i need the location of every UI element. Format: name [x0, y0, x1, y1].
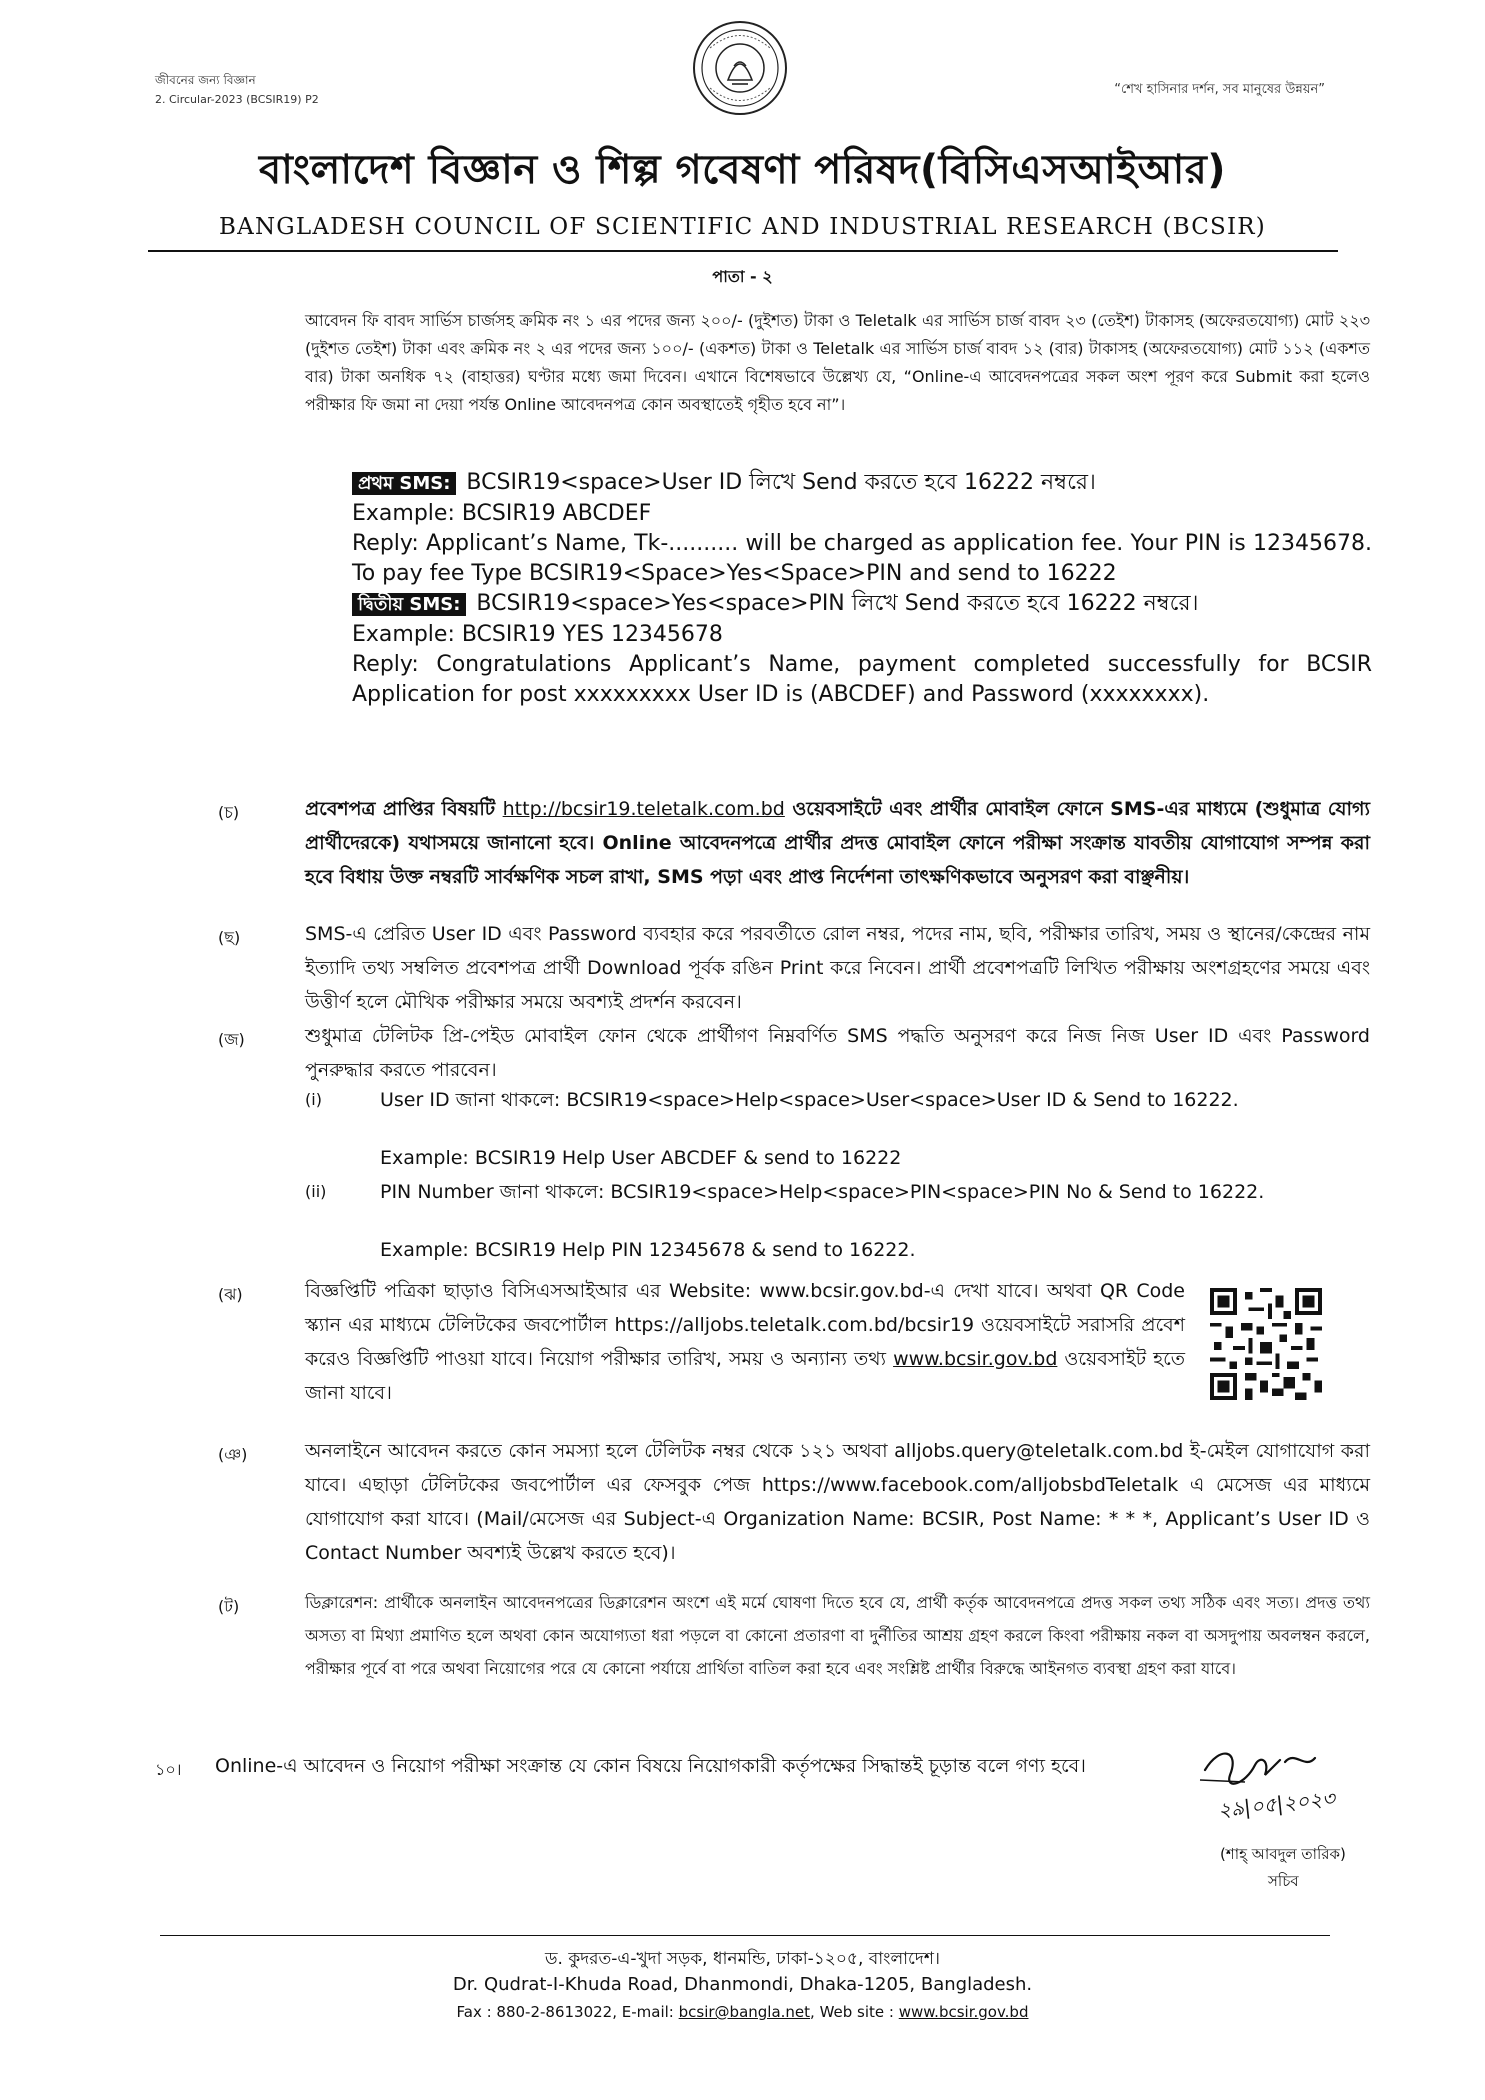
second-sms-badge: দ্বিতীয় SMS: [352, 593, 466, 616]
item-chha-marker: (ছ) [218, 928, 241, 947]
item-jha-text2: ওয়েবসাইট হতে জানা যাবে। [305, 1348, 1185, 1404]
item-jha-marker: (ঝ) [218, 1285, 243, 1304]
organization-title-english: BANGLADESH COUNCIL OF SCIENTIFIC AND INDUSTRIAL RESEARCH (BCSIR) [219, 214, 1266, 240]
second-sms-example: Example: BCSIR19 YES 12345678 [352, 622, 723, 647]
second-sms-instruction: BCSIR19<space>Yes<space>PIN লিখে Send করতে হবে 16222 নম্বরে। [476, 591, 1199, 616]
bcsir-emblem-icon [690, 18, 790, 118]
first-sms-line [352, 468, 1372, 499]
item-jha-text [305, 1274, 1185, 1410]
bcsir-website-link[interactable]: www.bcsir.gov.bd [893, 1348, 1058, 1370]
second-sms-line [352, 589, 1372, 620]
second-sms-reply: Reply: Congratulations Applicant’s Name, payment completed successfully for BCSIR Application for post xxxxxxxxx User ID is (ABCDEF) and Password (xxxxxxxx). [352, 652, 1372, 707]
item-chha-text: SMS-এ প্রেরিত User ID এবং Password ব্যবহার করে পরবর্তীতে রোল নম্বর, পদের নাম, ছবি, পরীক্ষার তারিখ, সময় ও স্থানের/কেন্দ্রের নাম ইত্যাদি তথ্য সম্বলিত প্রবেশপত্র প্রার্থী Download পূর্বক রঙিন Print করে নিবেন। প্রার্থী প্রবেশপত্রটি লিখিত পরীক্ষায় অংশগ্রহণের সময়ে এবং উত্তীর্ণ হলে মৌখিক পরীক্ষার সময়ে অবশ্যই প্রদর্শন করবেন। [305, 923, 1370, 1013]
item-cha-marker: (চ) [218, 803, 240, 822]
signature-date: ২৯|০৫|২০২৩ [1216, 1785, 1337, 1823]
item-ja-sub2-example: Example: BCSIR19 Help PIN 12345678 & send to 16222. [380, 1239, 916, 1261]
item-cha-text [305, 792, 1370, 894]
first-sms-badge: প্রথম SMS: [352, 472, 456, 495]
item-ja-sub1-marker: (i) [305, 1090, 322, 1109]
clause-10-text: Online-এ আবেদন ও নিয়োগ পরীক্ষা সংক্রান্ত যে কোন বিষয়ে নিয়োগকারী কর্তৃপক্ষের সিদ্ধান্তই চূড়ান্ত বলে গণ্য হবে। [215, 1755, 1086, 1777]
item-cha-pre: প্রবেশপত্র প্রাপ্তির বিষয়টি [305, 798, 496, 820]
item-ta-text: ডিক্লারেশন: প্রার্থীকে অনলাইন আবেদনপত্রের ডিক্লারেশন অংশে এই মর্মে ঘোষণা দিতে হবে যে, প্রার্থী কর্তৃক আবেদনপত্রে প্রদত্ত সকল তথ্য সঠিক এবং সত্য। প্রদত্ত তথ্য অসত্য বা মিথ্যা প্রমাণিত হলে অথবা কোন অযোগ্যতা ধরা পড়লে বা কোনো প্রতারণা বা দুর্নীতির আশ্রয় গ্রহণ করলে কিংবা পরীক্ষায় নকল বা অসদুপায় অবলম্বন করলে, পরীক্ষার পূর্বে বা পরে অথবা নিয়োগের পরে যে কোনো পর্যায়ে প্রার্থিতা বাতিল করা হবে এবং সংশ্লিষ্ট প্রার্থীর বিরুদ্ধে আইনগত ব্যবস্থা গ্রহণ করা যাবে। [305, 1593, 1370, 1678]
sms-block [352, 468, 1372, 710]
clause-10-number: ১০। [155, 1760, 182, 1779]
footer-contact [0, 2003, 1485, 2021]
item-jha-text1: বিজ্ঞপ্তিটি পত্রিকা ছাড়াও বিসিএসআইআর এর Website: www.bcsir.gov.bd-এ দেখা যাবে। অথবা QR Code স্ক্যান এর মাধ্যমে টেলিটকের জবপোর্টাল https://alljobs.teletalk.com.bd/bcsir19 ওয়েবসাইটে সরাসরি প্রবেশ করেও বিজ্ঞপ্তিটি পাওয়া যাবে। নিয়োগ পরীক্ষার তারিখ, সময় ও অন্যান্য তথ্য [305, 1280, 1185, 1370]
item-nya-marker: (ঞ) [218, 1445, 248, 1464]
circular-reference: 2. Circular-2023 (BCSIR19) P2 [155, 93, 319, 106]
motto: জীবনের জন্য বিজ্ঞান [155, 73, 256, 87]
first-sms-example: Example: BCSIR19 ABCDEF [352, 501, 652, 526]
footer-address-english: Dr. Qudrat-I-Khuda Road, Dhanmondi, Dhaka-1205, Bangladesh. [452, 1974, 1033, 1995]
footer-website-link[interactable]: www.bcsir.gov.bd [898, 2003, 1029, 2021]
item-nya-text: অনলাইনে আবেদন করতে কোন সমস্যা হলে টেলিটক নম্বর থেকে ১২১ অথবা alljobs.query@teletalk.com.bd ই-মেইল যোগাযোগ করা যাবে। এছাড়া টেলিটকের জবপোর্টাল এর ফেসবুক পেজ https://www.facebook.com/alljobsbdTeletalk এ মেসেজ এর মাধ্যমে যোগাযোগ করা যাবে। (Mail/মেসেজ এর Subject-এ Organization Name: BCSIR, Post Name: * * *, Applicant’s User ID ও Contact Number অবশ্যই উল্লেখ করতে হবে)। [305, 1440, 1370, 1564]
fee-paragraph: আবেদন ফি বাবদ সার্ভিস চার্জসহ ক্রমিক নং ১ এর পদের জন্য ২০০/- (দুইশত) টাকা ও Teletalk এর সার্ভিস চার্জ বাবদ ২৩ (তেইশ) টাকাসহ (অফেরতযোগ্য) মোট ২২৩ (দুইশত তেইশ) টাকা এবং ক্রমিক নং ২ এর পদের জন্য ১০০/- (একশত) টাকা ও Teletalk এর সার্ভিস চার্জ বাবদ ১২ (বার) টাকাসহ (অফেরতযোগ্য) মোট ১১২ (একশত বার) টাকা অনধিক ৭২ (বাহাত্তর) ঘণ্টার মধ্যে জমা দিবেন। এখানে বিশেষভাবে উল্লেখ্য যে, “Online-এ আবেদনপত্রের সকল অংশ পূরণ করে Submit করা হলেও পরীক্ষার ফি জমা না দেয়া পর্যন্ত Online আবেদনপত্র কোন অবস্থাতেই গৃহীত হবে না”। [305, 311, 1370, 414]
footer-fax: Fax : 880-2-8613022, E-mail: [456, 2003, 674, 2021]
admit-card-link[interactable]: http://bcsir19.teletalk.com.bd [502, 798, 785, 820]
signatory-name: (শাহ্ আবদুল তারিক) [1220, 1845, 1346, 1863]
organization-title-bengali: বাংলাদেশ বিজ্ঞান ও শিল্প গবেষণা পরিষদ(বিসিএসআইআর) [258, 147, 1227, 193]
footer-divider [160, 1935, 1330, 1936]
qr-code-icon[interactable] [1210, 1288, 1322, 1400]
item-ja-sub2-text: PIN Number জানা থাকলে: BCSIR19<space>Help<space>PIN<space>PIN No & Send to 16222. [380, 1181, 1265, 1203]
item-ja-text: শুধুমাত্র টেলিটক প্রি-পেইড মোবাইল ফোন থেকে প্রার্থীগণ নিম্নবর্ণিত SMS পদ্ধতি অনুসরণ করে নিজ নিজ User ID এবং Password পুনরুদ্ধার করতে পারবেন। [305, 1025, 1370, 1081]
slogan: “শেখ হাসিনার দর্শন, সব মানুষের উন্নয়ন” [1114, 82, 1325, 97]
signatory-designation: সচিব [1268, 1872, 1299, 1890]
item-cha-post: ওয়েবসাইটে এবং প্রার্থীর মোবাইল ফোনে SMS-এর মাধ্যমে (শুধুমাত্র যোগ্য প্রার্থীদেরকে) যথাসময়ে জানানো হবে। Online আবেদনপত্রে প্রার্থীর প্রদত্ত মোবাইল ফোনে পরীক্ষা সংক্রান্ত যাবতীয় যোগাযোগ সম্পন্ন করা হবে বিধায় উক্ত নম্বরটি সার্বক্ষণিক সচল রাখা, SMS পড়া এবং প্রাপ্ত নির্দেশনা তাৎক্ষণিকভাবে অনুসরণ করা বাঞ্ছনীয়। [305, 798, 1370, 888]
item-ja-sub1-text: User ID জানা থাকলে: BCSIR19<space>Help<space>User<space>User ID & Send to 16222. [380, 1089, 1239, 1111]
footer-web-label: , Web site : [810, 2003, 894, 2021]
footer-email-link[interactable]: bcsir@bangla.net [678, 2003, 811, 2021]
first-sms-reply: Reply: Applicant’s Name, Tk-.......... will be charged as application fee. Your PIN is 12345678. To pay fee Type BCSIR19<Space>Yes<Space>PIN and send to 16222 [352, 531, 1372, 586]
page-number: পাতা - ২ [712, 267, 773, 286]
first-sms-instruction: BCSIR19<space>User ID লিখে Send করতে হবে 16222 নম্বরে। [466, 470, 1096, 495]
header-divider [148, 250, 1338, 252]
item-ja-marker: (জ) [218, 1030, 245, 1049]
item-ta-marker: (ট) [218, 1597, 240, 1616]
item-ja-sub1-example: Example: BCSIR19 Help User ABCDEF & send to 16222 [380, 1147, 902, 1169]
item-ja-sub2-marker: (ii) [305, 1182, 327, 1201]
footer-address-bengali: ড. কুদরত-এ-খুদা সড়ক, ধানমন্ডি, ঢাকা-১২০৫, বাংলাদেশ। [545, 1949, 940, 1969]
